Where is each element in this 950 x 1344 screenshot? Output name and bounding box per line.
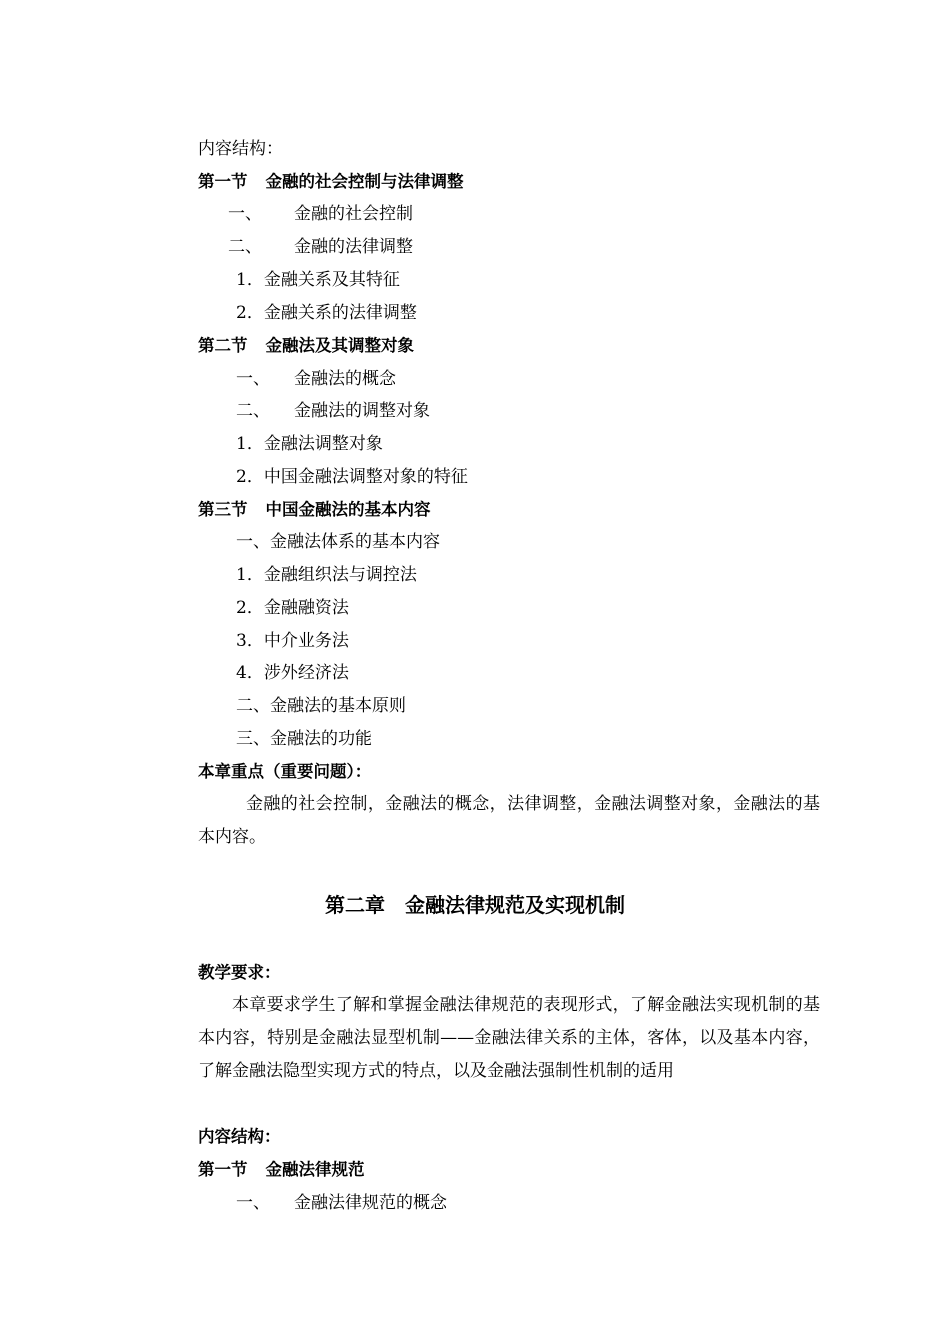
item-marker: 二、	[228, 237, 262, 257]
item-text: 金融组织法与调控法	[263, 565, 417, 585]
item-marker: 一、	[228, 204, 262, 224]
item-marker: 3．	[236, 631, 264, 651]
section-number: 第三节	[198, 500, 248, 519]
section-number: 第一节	[198, 172, 248, 191]
item-marker: 1．	[236, 270, 264, 290]
item-text: 中国金融法调整对象的特征	[263, 467, 468, 487]
item-text: 金融的法律调整	[294, 237, 413, 257]
outline-item	[236, 368, 396, 390]
outline-item	[236, 662, 349, 684]
item-text: 金融法的概念	[294, 369, 396, 389]
outline-item	[236, 1192, 447, 1214]
item-text: 金融融资法	[263, 598, 349, 618]
section-heading	[198, 1159, 365, 1181]
item-marker: 二、	[236, 401, 270, 421]
teaching-requirements-label: 教学要求：	[198, 963, 281, 982]
item-marker: 2．	[236, 303, 264, 323]
item-marker: 4．	[236, 663, 264, 683]
chapter-title: 第二章 金融法律规范及实现机制	[325, 893, 625, 917]
section-title: 中国金融法的基本内容	[265, 500, 431, 519]
item-text: 金融关系的法律调整	[263, 303, 417, 323]
outline-item: 三、金融法的功能	[236, 729, 372, 749]
content-structure-label: 内容结构：	[198, 139, 283, 159]
key-points-text: 金融的社会控制，金融法的概念，法律调整，金融法调整对象，金融法的基本内容。	[198, 794, 820, 847]
section-title: 金融法律规范	[265, 1160, 365, 1179]
item-text: 金融法调整对象	[263, 434, 383, 454]
section-heading	[198, 499, 431, 521]
item-marker: 2．	[236, 467, 264, 487]
item-marker: 1．	[236, 434, 264, 454]
item-text: 金融法的调整对象	[294, 401, 430, 421]
key-points-label: 本章重点（重要问题）：	[198, 762, 372, 781]
outline-item	[236, 433, 383, 455]
section-heading	[198, 335, 414, 357]
item-marker: 一、	[236, 1193, 270, 1213]
outline-item	[228, 203, 413, 225]
item-text: 金融的社会控制	[294, 204, 413, 224]
item-text: 涉外经济法	[263, 663, 349, 683]
item-text: 金融关系及其特征	[263, 270, 400, 290]
outline-item	[236, 400, 430, 422]
outline-item	[228, 236, 413, 258]
outline-item	[236, 302, 417, 324]
section-title: 金融的社会控制与法律调整	[265, 172, 464, 191]
outline-item	[236, 564, 417, 586]
outline-item: 二、金融法的基本原则	[236, 696, 406, 716]
item-marker: 2．	[236, 598, 264, 618]
outline-item	[236, 466, 468, 488]
section-number: 第二节	[198, 336, 248, 355]
item-marker: 1．	[236, 565, 264, 585]
outline-item	[236, 269, 400, 291]
outline-item	[236, 630, 349, 652]
teaching-requirements-text: 本章要求学生了解和掌握金融法律规范的表现形式，了解金融法实现机制的基本内容，特别是金融法显型机制——金融法律关系的主体，客体，以及基本内容，了解金融法隐型实现方式的特点，以及金融法强制性机制的适用	[198, 995, 820, 1081]
item-text: 中介业务法	[263, 631, 349, 651]
section-heading	[198, 171, 464, 193]
outline-item	[236, 597, 349, 619]
section-title: 金融法及其调整对象	[265, 336, 414, 355]
content-structure-label: 内容结构：	[198, 1127, 281, 1146]
section-number: 第一节	[198, 1160, 248, 1179]
outline-item: 一、金融法体系的基本内容	[236, 532, 440, 552]
item-text: 金融法律规范的概念	[294, 1193, 447, 1213]
item-marker: 一、	[236, 369, 270, 389]
